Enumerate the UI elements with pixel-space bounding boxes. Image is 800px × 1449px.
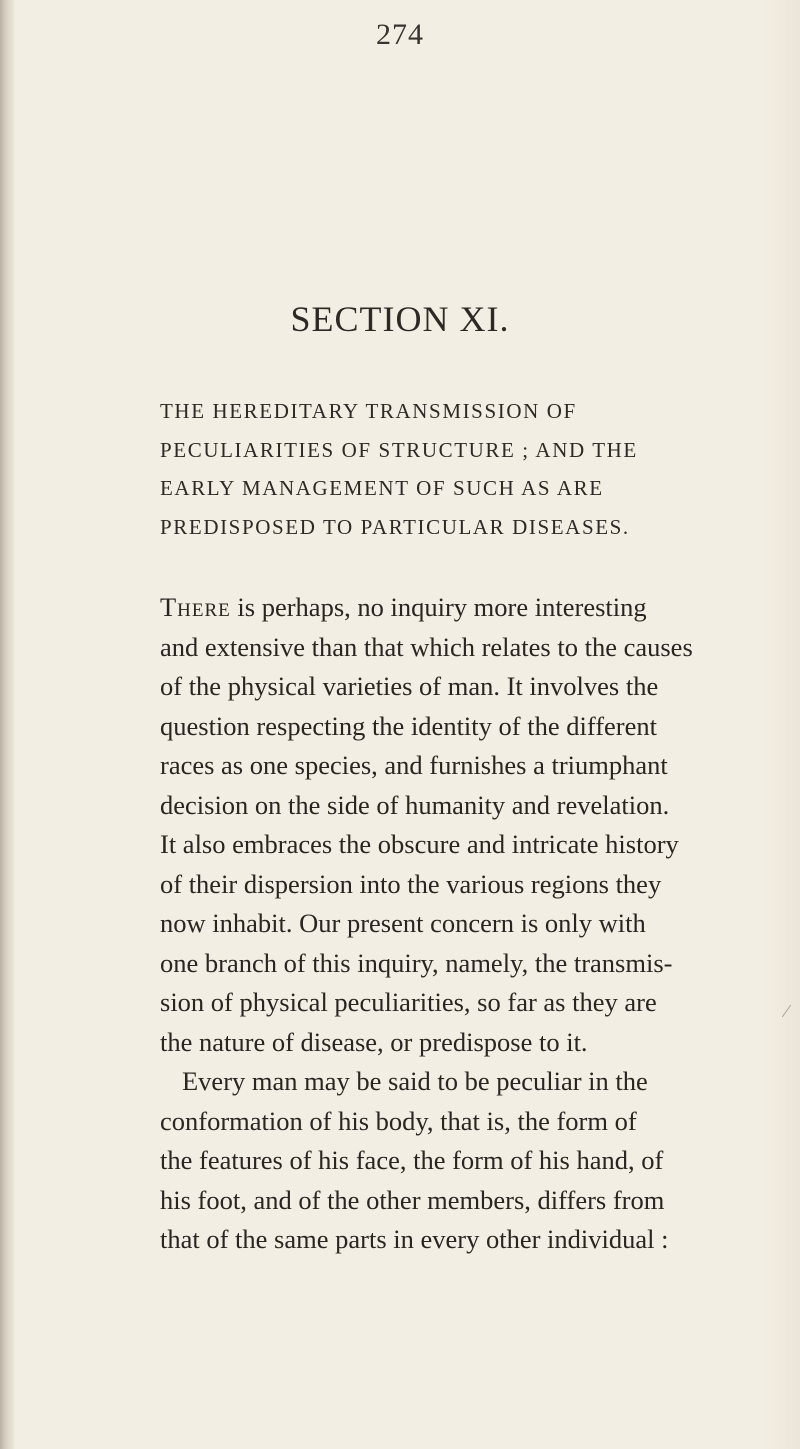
body-line: decision on the side of humanity and revelation. (160, 789, 670, 820)
page-binding-edge (0, 0, 14, 1449)
subtitle-line: PECULIARITIES OF STRUCTURE ; AND THE (160, 437, 638, 462)
body-line: conformation of his body, that is, the form of (160, 1105, 637, 1136)
body-line: the nature of disease, or predispose to it. (160, 1026, 588, 1057)
subtitle-line: THE HEREDITARY TRANSMISSION OF (160, 399, 577, 423)
body-line: It also embraces the obscure and intricate history (160, 829, 679, 859)
lead-word: There (160, 592, 231, 622)
body-line: question respecting the identity of the different (160, 710, 657, 741)
body-line: of their dispersion into the various regions they (160, 868, 662, 899)
body-line-rest: is perhaps, no inquiry more interesting (230, 592, 647, 622)
body-line: his foot, and of the other members, differs from (160, 1184, 665, 1215)
body-line: the features of his face, the form of his hand, of (160, 1145, 664, 1175)
body-line: races as one species, and furnishes a triumphant (160, 750, 668, 780)
page-number: 274 (376, 18, 424, 51)
body-paragraph (160, 588, 790, 1260)
body-line: Every man may be said to be peculiar in the (182, 1066, 648, 1096)
body-line: one branch of this inquiry, namely, the transmis- (160, 947, 673, 978)
body-line: of the physical varieties of man. It involves the (160, 671, 659, 701)
body-line (160, 588, 790, 628)
section-title: SECTION XI. (290, 299, 510, 339)
body-line: that of the same parts in every other individual : (160, 1224, 669, 1254)
margin-pencil-mark: ⁄ (785, 1001, 789, 1021)
body-line: and extensive than that which relates to the causes (160, 631, 693, 662)
subtitle-line: PREDISPOSED TO PARTICULAR DISEASES. (160, 514, 630, 539)
subtitle-line: EARLY MANAGEMENT OF SUCH AS ARE (160, 476, 604, 500)
body-line: now inhabit. Our present concern is only with (160, 908, 646, 938)
body-line: sion of physical peculiarities, so far as they are (160, 987, 657, 1017)
section-subtitle (160, 392, 770, 546)
